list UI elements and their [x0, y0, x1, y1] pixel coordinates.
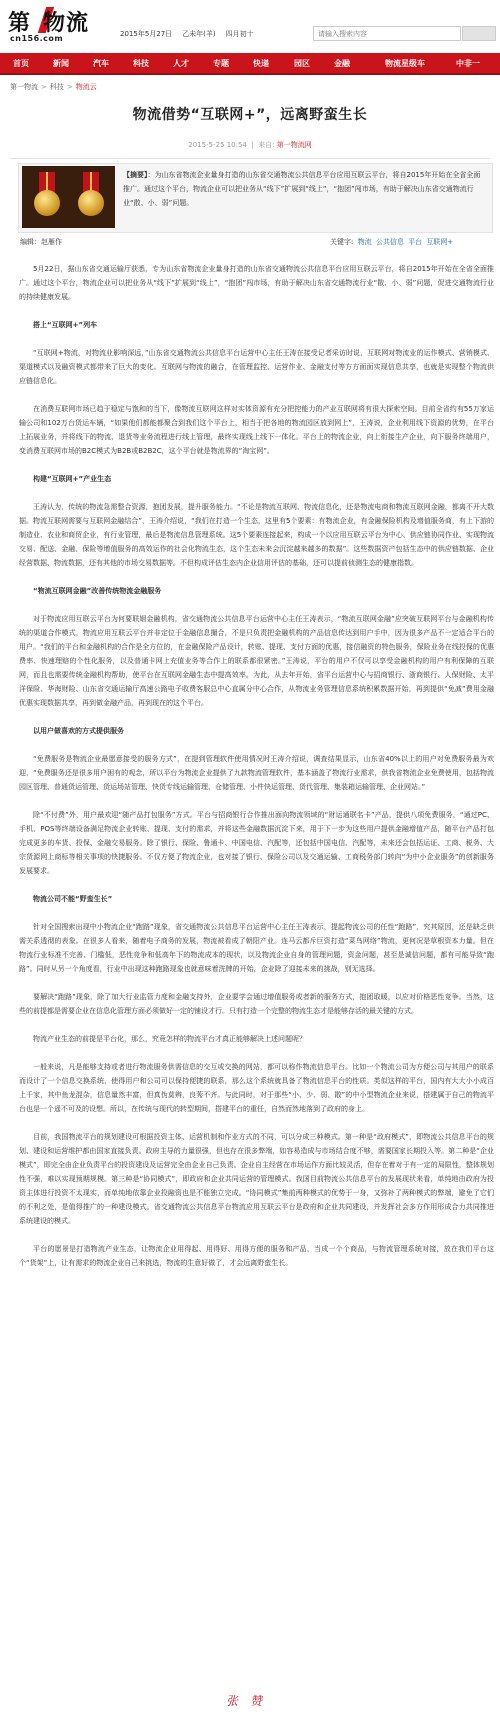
article-paragraph: “互联网+物流，对物流业影响深远，”山东省交通物流公共信息平台运营中心主任王涛在接受记者采访时说，互联网对物流业的运作模式、营销模式、渠道模式以及融资模式都带来了巨大的变化。互联网与物流的融合，在管理监控、运营作业、金融支付等方方面面实现信息共享，也就是实现整个物流供应链信息化。: [19, 349, 494, 385]
nav-item-home[interactable]: 首页: [13, 59, 29, 68]
article-meta: 2015-5-25 10:54 | 来自: 第一物流网: [188, 141, 312, 149]
article-paragraph: 目前，我国物流平台的规划建设可根据投资主体、运营机制和作业方式的不同，可以分成三种模式。第一种是“政府模式”，即物流公共信息平台的规划、建设和运营维护都由国家直接负责。政府主导的力量很强，但也存在很多弊端，如容易造成与市场结合度不够，需要国家长期投入等。第二种是“企业模式”，即完全由企业负责平台的投资建设及运营完全由企业自己负责。企业自主经营在市场运作方面比较灵活，但存在着对于有一定的局限性，整体规划性不强，难以实现预期规模。第三种是“协同模式”，即政府和企业共同运营的管理模式。我国目前物流公共信息平台的发展现状来看，单纯地由政府为投资主体进行投资不太现实，而单纯地依靠企业投融资也是不能独立完成。“协同模式”集前两种模式的优势于一身，又弥补了两种模式的弊端，避免了它们的不利之处，是值得推广的一种建设模式。省交通物流公共信息平台物流应用互联云平台是政府和企业共同建设，并发挥社会多方作用形成合力共同推进系统建设的模式。: [19, 1133, 494, 1225]
article-paragraph: “免费服务是物流企业最愿意接受的服务方式”，在提到管理软件使用情况时王涛介绍说，调查结果显示，山东省40%以上的用户对免费服务最为欢迎，“免费服务还是很多用户困有的观念，所以平台为物流企业提供了九款物流管理软件，基本涵盖了物流行业需求，供我省物流企业免费使用，包括物流园区管理、普通货运管理、货运场站管理、快货专线运输管理、仓储管理、小件快运管理、货代管理、集装箱运输管理、企业网站。”: [19, 755, 494, 791]
nav-item-finance[interactable]: 金融: [334, 59, 350, 68]
logo-text: 第 物流: [8, 10, 90, 36]
nav-item-express[interactable]: 快递: [253, 59, 269, 68]
main-nav: [0, 53, 500, 75]
section-heading: 物流公司不能“野蛮生长”: [33, 895, 113, 903]
site-header: [0, 0, 500, 50]
search-input[interactable]: [313, 26, 461, 41]
article-summary: 【摘要】：为山东省物流企业量身打造的山东省交通物流公共信息平台应用互联云平台，将自2015年开始在全省全面推广。通过这个平台，物流企业可以把业务从“线下”扩展到“线上”，“抱团”闯市场，有助于解决山东省交通物流行业“散、小、弱”问题。: [123, 171, 481, 207]
logo-domain: cn156.com: [10, 34, 64, 43]
nav-item-auto[interactable]: 汽车: [93, 59, 109, 68]
keyword-link[interactable]: 互联网+: [426, 238, 454, 246]
section-heading: “物流互联网金融”改善传统物流金融服务: [33, 587, 162, 595]
article-paragraph: 平台的愿景是打造物流产业生态，让物流企业用得起、用得好、用得方便的服务和产品，当成一个个商品，与物流管理系统对接，放在我们平台这个“货架”上，让有需求的物流企业自己来挑选，物流的生意好做了，才会远离野蛮生长。: [19, 1245, 494, 1267]
breadcrumb-home[interactable]: 第一物流: [10, 83, 38, 91]
medal-icon: [76, 172, 106, 220]
section-heading: 构建“互联网+”产业生态: [33, 475, 112, 483]
keyword-link[interactable]: 平台: [408, 238, 423, 246]
article-paragraph: 对于物流应用互联云平台为何要联姻金融机构，省交通物流公共信息平台运营中心主任王涛表示，“物流互联网金融”应突破互联网平台与金融机构传统的渠道合作模式，物流应用互联云平台并非定位于金融信息撮合，不是只负责把金融机构的产品信息传达到用户手中，因为很多产品不一定适合平台的用户。“我们的平台和金融机构的合作是全方位的，在金融保险产品设计，转账、提现、支付方面的优惠，接信融资的特色服务，保险业务在线投保的优惠费率、快速理赔的个性化服务，以及普通卡网上充值业务等合作上的联系都很紧密。”王涛说，平台的用户不仅可以享受金融机构的用户有利保障的互联网，而且也需要传统金融机构帮助，使平台在互联网金融生态中提高效率。为此，从去年开始，省平台运营中心与招商银行、浙商银行、人保财险、太平洋保险、华海财险、山东省交通运输厅高速公路电子收费客服总中心直属分中心合作，从物流业务管理信息系统积累数据开始，再到提供“免减”费用金融优惠实现数据共享，再到做金融产品，再到现在的这个平台。: [19, 615, 494, 707]
nav-item-park[interactable]: 园区: [294, 59, 310, 68]
article-paragraph: 王涛认为，传统的物流急需整合资源，抱团发展，提升服务能力。“不论是物流互联网、物流信息化，还是物流电商和物流互联网金融，都离不开大数据。物流互联网需要与互联网金融结合”，王涛介绍说，“我们在打造一个生态，这里有5个要素：有物流企业，有金融保险机构及增值服务商，有上下游的制造业、农业和商贸企业，有行业管理，最后是物流信息管理系统。这5个要素连接起来，构成一个以应用互联云平台为中心、供应链协同作业、实现物流交易、配送、金融、保险等增值服务的高效运作的社会化物流生态，这个生态未来会沉淀越来越多的数据”。这些数据资产包括生态中的供应链数据、企业经营数据、物流数据，还有其他的市场交易数据等。不但构成评估生态内企业信用评估的基础，还可以提前侦测生态的健康指数。: [19, 503, 494, 567]
section-heading: 搭上“互联网+”列车: [33, 321, 98, 329]
keyword-link[interactable]: 公共信息: [375, 238, 404, 246]
article-paragraph: 除“不付费”外，用户最欢迎“随产品打包服务”方式。平台与招商银行合作推出面向物流领域的“财运通联名卡”产品，提供八项免费服务，“通过PC、手机、POS等终端设备满足物流企业转账、提现、支付的需求，并将这些金融数据沉淀下来，用于下一步为这些用户提供金融增值产品，随平台产品打包完成更多的车货、投保、金融交易服务。除了银行、保险、鲁通卡、中国电信、汽配等，还包括中国电信、汽配等，未来还会包括运证、工商、税务、大宗货源网上商标等相关事项的快捷服务。不仅方便了物流企业，也对接了银行、保险公司以及交通运输、工商税务部门转向“为中小企业服务”的创新服务发展要求。: [19, 811, 494, 875]
article-paragraph: 一般来说，凡是能够支持或者进行物流服务供需信息的交互或交换的网站，都可以称作物流信息平台。比如一个物流公司为方便公司与其用户的联系而设计了一个信息交换系统，使得用户和公司可以保持便捷的联系，那么这个系统就具备了物流信息平台的性质。类似这样的平台，国内有大大小小成百上千家，其中鱼龙混杂，信息量然丰富，但真伪莫辨，良莠不齐。与此同时，对于那些“小、少、弱、散”的中小型物流企业来说，搭建属于自己的物流平台也是一个遥不可及的设想。所以，在传统与现代的转型期间，搭建平台的重任，自然而然地落到了政府的身上。: [19, 1063, 494, 1113]
editor-signature: 张赞: [225, 1694, 274, 1708]
article-editor: 编辑：赵雁作: [20, 238, 62, 246]
article-paragraph: 5月22日，据山东省交通运输厅获悉，专为山东省物流企业量身打造的山东省交通物流公共信息平台应用互联云平台，将自2015年开始在全省全面推广。通过这个平台，物流企业可以把业务从“线下”扩展到“线上”，“抱团”闯市场，有助于解决山东省交通物流行业“散、小、弱”问题，促进交通物流行业的持续健康发展。: [19, 265, 494, 301]
article-thumbnail: [22, 166, 115, 228]
search-button[interactable]: [462, 26, 496, 41]
summary-box: [18, 163, 493, 233]
nav-item-topics[interactable]: 专题: [213, 59, 229, 68]
breadcrumb-section[interactable]: 科技: [49, 83, 64, 91]
article-paragraph: 在消费互联网市场已趋于稳定与饱和的当下，像物流互联网这样对实体资源有充分把控能力的产业互联网将有很大探索空间。目前全省约有55万家运输公司和102万台货运车辆，“如果他们都能都聚合到我们这个平台上，相当于把各地的物流园区放到网上”，王涛说，企业利用线下资源的优势，在平台上拓展业务，并将线下的物流、退货等业务流程进行线上管理，最终实现线上线下一体化。平台上的物流企业，向上衔接生产企业，向下服务终端用户，变消费互联网市场的B2C模式为B2B或B2B2C，这个平台就是物流界的“淘宝网”。: [19, 405, 494, 455]
article-source[interactable]: 第一物流网: [276, 141, 312, 149]
article-keywords: 关键字: 物流 公共信息 平台 互联网+: [330, 238, 454, 246]
header-date: 2015年5月27日 乙未年(羊) 四月初十: [120, 30, 254, 38]
article-paragraph: 针对全国搜索出现中小物流企业“跑路”现象，省交通物流公共信息平台运营中心主任王涛表示，提起物流公司的任性“跑路”，究其原因，还是缺乏供需关系透彻的表象。在很多人看来，随着电子商务的发展，物流被看成了朝阳产业。连马云都斥巨资打造“菜鸟网络”物流，更何况是草根资本力量。但在物流行业标准不完善、门槛低，恶性竞争和低高年下的物流成本的现状，以及物流企业自身的管理问题，资金问题，甚至是诚信问题，都有可能导致“跑路”。同时从另一个角度看，行业中出现这种跑路现象也就意味着洗牌的开始，企业除了迎接未来的挑战，别无选择。: [19, 923, 494, 973]
nav-item-news[interactable]: 新闻: [53, 59, 69, 68]
section-heading: 以用户做喜欢的方式提供服务: [33, 727, 124, 735]
title-divider: [10, 158, 490, 159]
article-paragraph: 物流产业生态的前提是平台化，那么，究竟怎样的物流平台才真正能够解决上述问题呢？: [33, 1035, 306, 1043]
nav-item-tech[interactable]: 科技: [133, 59, 149, 68]
nav-item-talent[interactable]: 人才: [173, 59, 189, 68]
site-logo[interactable]: [8, 6, 100, 46]
nav-item-star-truck[interactable]: 物流星级车: [385, 59, 425, 68]
breadcrumb-current[interactable]: 物流云: [75, 83, 97, 91]
keyword-link[interactable]: 物流: [357, 238, 372, 246]
article-body: [19, 262, 494, 1284]
medal-icon: [32, 172, 62, 220]
breadcrumb: 第一物流 > 科技 > 物流云: [10, 83, 97, 91]
nav-item-china-africa[interactable]: 中非一: [456, 59, 480, 68]
article-title: 物流借势“互联网+”，远离野蛮生长: [132, 107, 368, 123]
article-paragraph: 要解决“跑路”现象，除了加大行业监管力度和金融支持外，企业要学会通过增值服务或者新的服务方式，抱团取暖，以应对价格恶性竞争。当然，这些的前提都是需要企业在信息化管理方面必须做好一定的铺设才行。只有打造一个完整的物流生态才是能够存活的最关键的方式。: [19, 993, 494, 1015]
